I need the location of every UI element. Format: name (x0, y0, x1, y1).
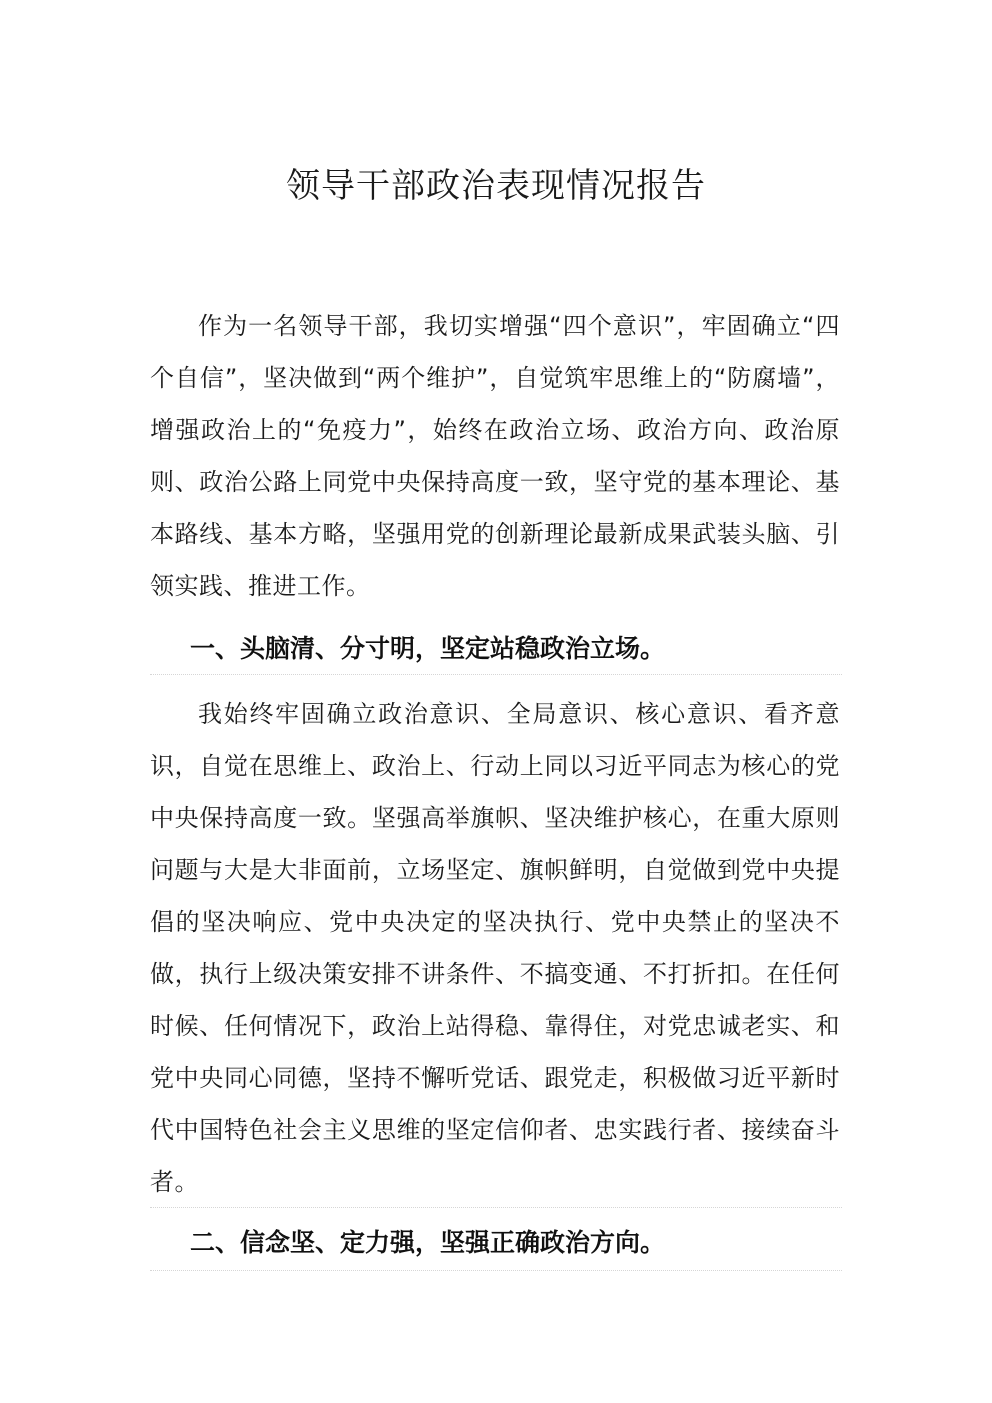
section-1-body: 我始终牢固确立政治意识、全局意识、核心意识、看齐意识，自觉在思维上、政治上、行动上同以习近平同志为核心的党中央保持高度一致。坚强高举旗帜、坚决维护核心，在重大原则问题与大是大非面前，立场坚定、旗帜鲜明，自觉做到党中央提倡的坚决响应、党中央决定的坚决执行、党中央禁止的坚决不做，执行上级决策安排不讲条件、不搞变通、不打折扣。在任何时候、任何情况下，政治上站得稳、靠得住，对党忠诚老实、和党中央同心同德，坚持不懈听党话、跟党走，积极做习近平新时代中国特色社会主义思维的坚定信仰者、忠实践行者、接续奋斗者。 (150, 700, 840, 1196)
divider-line (150, 1270, 842, 1271)
divider-line (150, 674, 842, 675)
section-1-heading: 一、头脑清、分寸明，坚定站稳政治立场。 (190, 634, 666, 663)
divider-line (150, 1207, 842, 1208)
intro-paragraph: 作为一名领导干部，我切实增强“四个意识”，牢固确立“四个自信”，坚决做到“两个维护”，自觉筑牢思维上的“防腐墙”，增强政治上的“免疫力”，始终在政治立场、政治方向、政治原则、政治公路上同党中央保持高度一致，坚守党的基本理论、基本路线、基本方略，坚强用党的创新理论最新成果武装头脑、引领实践、推进工作。 (150, 312, 840, 600)
document-title: 领导干部政治表现情况报告 (286, 166, 706, 206)
section-2-heading: 二、信念坚、定力强，坚强正确政治方向。 (190, 1228, 666, 1257)
